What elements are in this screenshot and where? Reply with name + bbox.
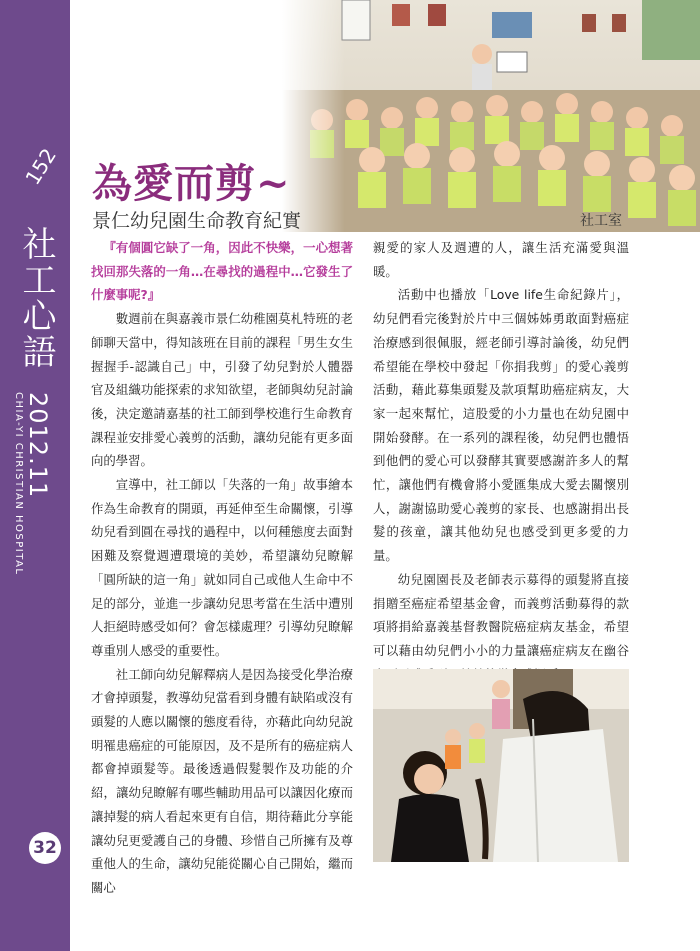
page-number: 32 [29,832,61,864]
haircut-photo-illustration [373,669,629,862]
paragraph: 社工師向幼兒解釋病人是因為接受化學治療才會掉頭髮，教導幼兒當看到身體有缺陷或沒有頭髮的人應以關懷的態度看待，亦藉此向幼兒說明罹患癌症的可能原因，及不是所有的癌症病人都會掉頭髮等。最後透過假髮製作及功能的介紹，讓幼兒瞭解有哪些輔助用品可以讓因化療而讓掉髮的病人看起來更有自信，期待藉此分享能讓幼兒更愛護自己的身體、珍惜自己所擁有及尊重他人的生命，讓幼兒能從關心自己開始，繼而關心 [91,666,353,895]
issue-number: 152 [20,143,62,190]
opening-quote: 『有個圓它缺了一角，因此不快樂，一心想著找回那失落的一角…在尋找的過程中…它發生了什麼事呢?』 [91,240,353,303]
paragraph: 數週前在與嘉義市景仁幼稚園莫札特班的老師聊天當中，得知該班在目前的課程「男生女生握握手-認識自己」中，引發了幼兒對於人體器官及組織功能探索的求知欲望，老師與幼兒討論後，決定邀請嘉基的社工師到學校進行生命教育課程並安排愛心義剪的活動，讓幼兒能有更多面向的學習。 [91,311,353,469]
article-title: 為愛而剪~ [92,160,291,207]
sidebar [0,0,70,951]
article-subtitle: 景仁幼兒園生命教育紀實 [92,210,302,232]
paragraph: 宣導中，社工師以「失落的一角」故事繪本作為生命教育的開頭，再延伸至生命關懷，引導幼兒看到圓在尋找的過程中，以何種態度去面對困難及察覺週遭環境的美妙，希望讓幼兒瞭解「圓所缺的這一角」就如同自己或他人生命中不足的部分，並進一步讓幼兒思考當在生活中遭別人拒絕時感受如何？會怎樣處理？引導幼兒瞭解尊重別人感受的重要性。 [91,477,353,658]
article-author: 社工室 [580,213,622,229]
class-photo [282,0,700,232]
haircut-photo [373,669,629,862]
paragraph: 幼兒園園長及老師表示募得的頭髮將直接捐贈至癌症希望基金會，而義剪活動募得的款項將捐給嘉義基督教醫院癌症病友基金，希望可以藉由幼兒們小小的力量讓癌症病友在幽谷 [373,571,629,658]
class-photo-illustration [282,0,700,232]
magazine-title: 社工心語 [16,226,56,370]
right-column [373,236,629,686]
left-column [91,236,353,900]
paragraph-continued: 親愛的家人及週遭的人，讓生活充滿愛與溫暖。 [373,240,629,279]
hospital-name: CHIA-YI CHRISTIAN HOSPITAL [13,392,24,576]
issue-date: 2012.11 [24,392,52,499]
paragraph: 活動中也播放「Love life生命紀錄片」，幼兒們看完後對於片中三個姊姊勇敢面對癌症治療感到很佩服，經老師引導討論後，幼兒們希望能在學校中發起「你捐我剪」的愛心義剪活動，藉此募集頭髮及款項幫助癌症病友，大家一起來幫忙，這股愛的小力量也在幼兒園中開始發酵。在一系列的課程後，幼兒們也體悟到他們的愛心可以發酵其實要感謝許多人的幫忙，讓他們有機會將小愛匯集成大愛去關懷別人，謝謝協助愛心義剪的家長、也感謝捐出長髮的孩童，讓其他幼兒也感受到更多愛的力量。 [373,287,629,564]
